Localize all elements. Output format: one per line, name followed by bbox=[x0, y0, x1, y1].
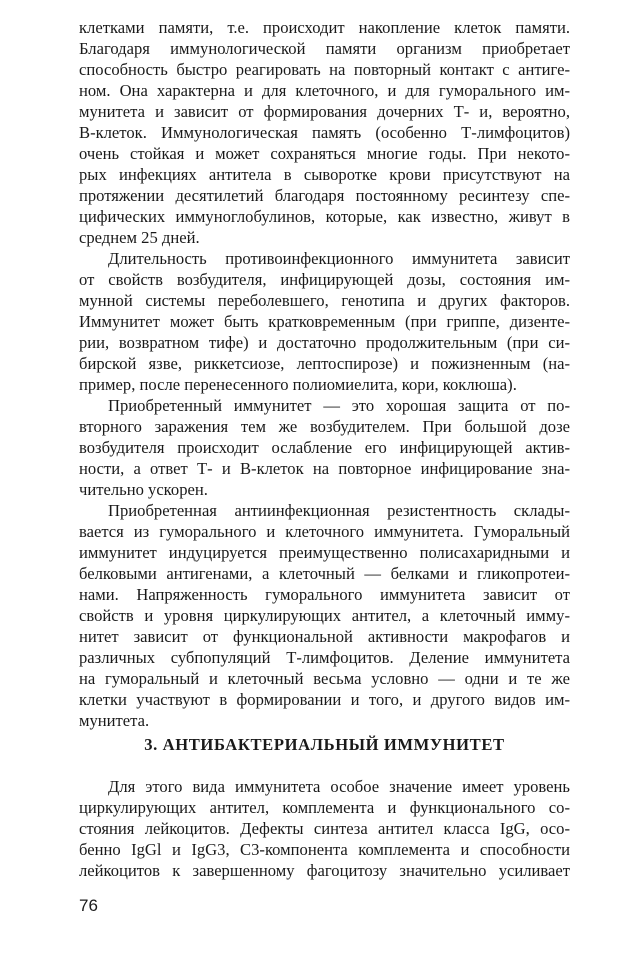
section-paragraph-line: стояния лейкоцитов. Дефекты синтеза антител класса IgG, осо- bbox=[79, 819, 570, 838]
section-heading: 3. АНТИБАКТЕРИАЛЬНЫЙ ИММУНИТЕТ bbox=[144, 735, 505, 754]
paragraph-2-line: пример, после перенесенного полиомиелита, кори, коклюша). bbox=[79, 375, 517, 394]
paragraph-2-line: Иммунитет может быть кратковременным (при гриппе, дизенте- bbox=[79, 312, 570, 331]
section-paragraph-line: бенно IgGl и IgG3, С3-компонента комплемента и способности bbox=[79, 840, 570, 859]
paragraph-1-line: среднем 25 дней. bbox=[79, 228, 200, 247]
section-paragraph-line: Для этого вида иммунитета особое значение имеет уровень bbox=[108, 777, 570, 796]
paragraph-3-line: ности, а ответ Т- и В-клеток на повторное инфицирование зна- bbox=[79, 459, 570, 478]
paragraph-4-line: мунитета. bbox=[79, 711, 150, 730]
paragraph-2-line: Длительность противоинфекционного иммунитета зависит bbox=[108, 249, 570, 268]
section-paragraph-line: циркулирующих антител, комплемента и функционального со- bbox=[79, 798, 570, 817]
paragraph-2-line: мунной системы переболевшего, генотипа и других факторов. bbox=[79, 291, 570, 310]
paragraph-4-line: нитет зависит от функциональной активности макрофагов и bbox=[79, 627, 570, 646]
paragraph-1-line: Благодаря иммунологической памяти организм приобретает bbox=[79, 39, 570, 58]
paragraph-1-line: мунитета и зависит от формирования дочерних Т- и, вероятно, bbox=[79, 102, 570, 121]
paragraph-4-line: клетки участвуют в формировании и того, и другого видов им- bbox=[79, 690, 570, 709]
paragraph-3-line: Приобретенный иммунитет — это хорошая защита от по- bbox=[108, 396, 570, 415]
paragraph-1-line: протяжении десятилетий благодаря постоянному ресинтезу спе- bbox=[79, 186, 570, 205]
paragraph-1-line: В-клеток. Иммунологическая память (особенно Т-лимфоцитов) bbox=[79, 123, 570, 142]
page-number: 76 bbox=[79, 896, 98, 915]
paragraph-2-line: рии, возвратном тифе) и достаточно продолжительным (при си- bbox=[79, 333, 570, 352]
paragraph-3-line: возбудителя происходит ослабление его инфицирующей актив- bbox=[79, 438, 570, 457]
section-paragraph-line: лейкоцитов к завершенному фагоцитозу значительно усиливает bbox=[79, 861, 570, 880]
paragraph-4-line: Приобретенная антиинфекционная резистентность склады- bbox=[108, 501, 570, 520]
paragraph-2-line: от свойств возбудителя, инфицирующей дозы, состояния им- bbox=[79, 270, 570, 289]
paragraph-2-line: бирской язве, риккетсиозе, лептоспирозе) и пожизненным (на- bbox=[79, 354, 570, 373]
paragraph-4-line: различных субпопуляций Т-лимфоцитов. Деление иммунитета bbox=[79, 648, 570, 667]
paragraph-4-line: свойств и уровня циркулирующих антител, а клеточный имму- bbox=[79, 606, 570, 625]
paragraph-4-line: иммунитет индуцируется преимущественно полисахаридными и bbox=[79, 543, 570, 562]
paragraph-1-line: цифических иммуноглобулинов, которые, как известно, живут в bbox=[79, 207, 570, 226]
paragraph-4-line: вается из гуморального и клеточного иммунитета. Гуморальный bbox=[79, 522, 570, 541]
paragraph-4-line: белковыми антигенами, а клеточный — белками и гликопротеи- bbox=[79, 564, 570, 583]
paragraph-1-line: ном. Она характерна и для клеточного, и для гуморального им- bbox=[79, 81, 570, 100]
paragraph-3-line: чительно ускорен. bbox=[79, 480, 208, 499]
paragraph-1-line: рых инфекциях антитела в сыворотке крови присутствуют на bbox=[79, 165, 570, 184]
paragraph-1-line: клетками памяти, т.е. происходит накопление клеток памяти. bbox=[79, 18, 570, 37]
paragraph-3-line: вторного заражения тем же возбудителем. При большой дозе bbox=[79, 417, 570, 436]
paragraph-1-line: способность быстро реагировать на повторный контакт с антиге- bbox=[79, 60, 570, 79]
paragraph-1-line: очень стойкая и может сохраняться многие годы. При некото- bbox=[79, 144, 570, 163]
paragraph-4-line: на гуморальный и клеточный весьма условно — одни и те же bbox=[79, 669, 570, 688]
paragraph-4-line: нами. Напряженность гуморального иммунитета зависит от bbox=[79, 585, 570, 604]
